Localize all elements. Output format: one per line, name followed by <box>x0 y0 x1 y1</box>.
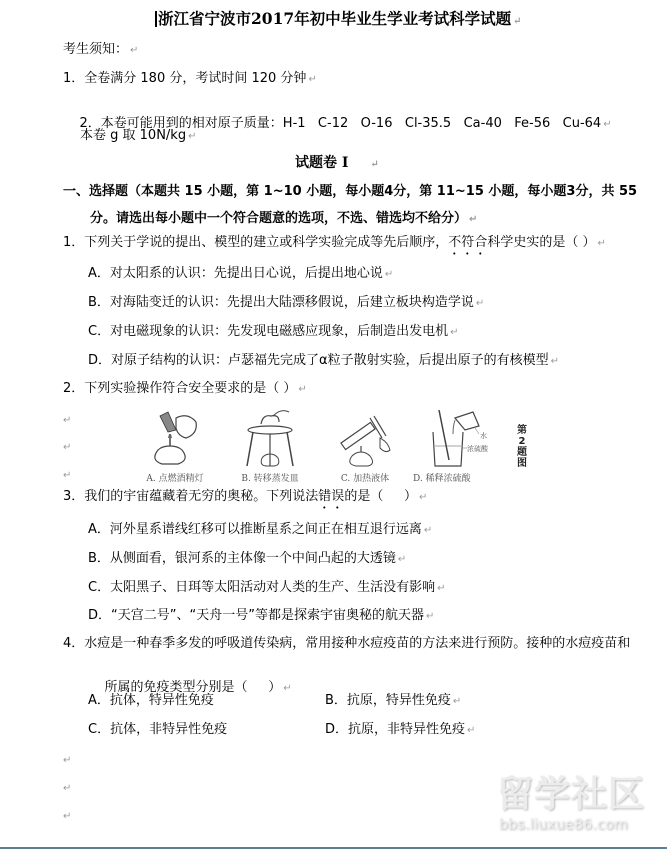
paragraph-mark-icon: ↵ <box>63 755 72 766</box>
option-text: A．对太阳系的认识：先提出日心说，后提出地心说 <box>88 266 383 281</box>
figure-b <box>225 408 315 484</box>
question-1-option-a <box>88 266 393 283</box>
section-heading <box>63 184 637 200</box>
figure-a <box>130 408 220 484</box>
emphasis-text: 不符合 <box>448 235 488 250</box>
figure-label: 第2题图 <box>517 425 527 469</box>
question-3-option-b <box>88 551 406 568</box>
watermark-logo-text: 留学社区 <box>497 774 646 815</box>
paragraph-mark-icon: ↵ <box>63 415 72 426</box>
stem-text: 下列关于学说的提出、模型的建立或科学实验完成等先后顺序， <box>84 235 449 250</box>
question-4-option-b <box>325 693 461 710</box>
stem-text: 下列实验操作符合安全要求的是（ ） <box>84 381 297 396</box>
figure-c <box>320 408 410 484</box>
option-text: D．对原子结构的认识：卢瑟福先完成了α粒子散射实验，后提出原子的有核模型 <box>88 353 549 368</box>
section-heading-cont <box>90 211 477 228</box>
option-text: C．太阳黑子、日珥等太阳活动对人类的生产、生活没有影响 <box>88 580 436 595</box>
option-text: C．对电磁现象的认识：先发现电磁感应现象，后制造出发电机 <box>88 324 449 339</box>
option-text: B．抗原，特异性免疫 <box>325 693 451 708</box>
stem-text: 的是（ ） <box>344 489 417 504</box>
paragraph-mark-icon: ↵ <box>397 554 407 565</box>
question-4-option-a <box>88 693 214 709</box>
question-1-option-d <box>88 353 559 370</box>
paragraph-mark-icon: ↵ <box>63 442 72 453</box>
stem-text: 水痘是一种春季多发的呼吸道传染病，常用接种水痘疫苗的方法来进行预防。接种的水痘疫苗和 <box>84 636 631 651</box>
document-title-line <box>155 11 522 30</box>
stem-text: 我们的宇宙蕴藏着无穷的奥秘。下列说法 <box>84 489 319 504</box>
paragraph-mark-icon: ↵ <box>63 470 72 481</box>
beaker-dilution-icon <box>425 408 505 468</box>
paragraph-mark-icon: ↵ <box>467 725 476 736</box>
paragraph-mark-icon: ↵ <box>603 119 612 130</box>
figure-caption: B. 转移蒸发皿 <box>241 474 299 484</box>
water-label: 水 <box>480 432 487 440</box>
notice-text: 本卷 g 取 10N/kg <box>80 128 187 143</box>
emphasis-text: 错误 <box>318 489 345 504</box>
paragraph-mark-icon: ↵ <box>597 238 606 249</box>
alcohol-lamp-icon <box>140 408 210 468</box>
test-tube-heating-icon <box>330 408 400 468</box>
paragraph-mark-icon: ↵ <box>384 269 394 280</box>
acid-label: 浓硫酸 <box>467 445 488 453</box>
paragraph-mark-icon: ↵ <box>63 811 72 822</box>
option-text: D．抗原，非特异性免疫 <box>325 722 466 737</box>
paragraph-mark-icon: ↵ <box>283 683 292 694</box>
paragraph-mark-icon: ↵ <box>513 16 522 27</box>
paper-heading-line <box>295 155 379 173</box>
paragraph-mark-icon: ↵ <box>469 214 478 225</box>
option-text: D．“天宫二号”、“天舟一号”等都是探索宇宙奥秘的航天器 <box>88 608 424 623</box>
figure-d <box>415 408 515 484</box>
question-4-option-d <box>325 722 475 739</box>
question-3-option-a <box>88 522 432 539</box>
paragraph-mark-icon: ↵ <box>550 356 559 367</box>
notice-heading: 考生须知： <box>63 42 129 57</box>
paragraph-mark-icon: ↵ <box>437 583 446 594</box>
watermark-url: bbs.liuxue86.com <box>499 817 628 833</box>
notice-item <box>63 71 317 88</box>
notice-text: 1．全卷满分 180 分，考试时间 120 分钟 <box>63 71 307 86</box>
stem-text: 所属的免疫类型分别是（ ） <box>104 680 282 695</box>
paragraph-mark-icon: ↵ <box>450 327 459 338</box>
question-number: 1． <box>63 235 85 250</box>
question-4-option-c <box>88 722 227 738</box>
option-text: C．抗体，非特异性免疫 <box>88 722 228 737</box>
option-text: B．对海陆变迁的认识：先提出大陆漂移假说，后建立板块构造学说 <box>88 295 474 310</box>
document-title: 浙江省宁波市2017年初中毕业生学业考试科学试题 <box>158 9 512 28</box>
evaporating-dish-icon <box>235 408 305 468</box>
paragraph-mark-icon: ↵ <box>423 525 433 536</box>
paragraph-mark-icon: ↵ <box>308 74 317 85</box>
paragraph-mark-icon: ↵ <box>475 298 485 309</box>
watermark-logo <box>497 775 661 835</box>
notice-text: 2．本卷可能用到的相对原子质量：H-1 C-12 O-16 Cl-35.5 Ca-40 Fe-56 Cu-64 <box>79 116 602 131</box>
paragraph-mark-icon: ↵ <box>425 611 435 622</box>
question-1-option-b <box>88 295 484 312</box>
paragraph-mark-icon: ↵ <box>63 783 72 794</box>
question-4-stem <box>63 636 630 652</box>
paper-heading: 试题卷 I <box>295 155 349 171</box>
question-number: 4． <box>63 636 85 651</box>
paragraph-mark-icon: ↵ <box>370 159 379 170</box>
option-text: A．河外星系谱线红移可以推断星系之间正在相互退行远离 <box>88 522 422 537</box>
figure-caption: C. 加热液体 <box>340 474 390 484</box>
paragraph-mark-icon: ↵ <box>188 131 197 142</box>
section-heading-line1: 一、选择题（本题共 15 小题，第 1~10 小题，每小题4分，第 11~15 小题，每小题3分，共 55 <box>63 184 638 199</box>
question-1-stem <box>63 235 606 258</box>
notice-heading-line <box>63 42 138 59</box>
section-heading-line2: 分。请选出每小题中一个符合题意的选项，不选、错选均不给分） <box>90 211 468 226</box>
question-number: 2． <box>63 381 85 396</box>
notice-item <box>80 128 196 145</box>
text-cursor <box>155 11 157 27</box>
question-3-option-d <box>88 608 434 625</box>
question-2-stem <box>63 381 307 398</box>
figure-caption: A. 点燃酒精灯 <box>146 474 204 484</box>
question-3-option-c <box>88 580 445 597</box>
question-3-stem <box>63 489 427 512</box>
figure-caption: D. 稀释浓硫酸 <box>413 474 471 484</box>
paragraph-mark-icon: ↵ <box>452 696 462 707</box>
paragraph-mark-icon: ↵ <box>418 492 428 503</box>
paragraph-mark-icon: ↵ <box>298 384 307 395</box>
question-2-figure <box>140 408 560 484</box>
option-text: A．抗体，特异性免疫 <box>88 693 214 708</box>
question-number: 3． <box>63 489 85 504</box>
question-1-option-c <box>88 324 458 341</box>
option-text: B．从侧面看，银河系的主体像一个中间凸起的大透镜 <box>88 551 396 566</box>
stem-text: 科学史实的是（ ） <box>487 235 596 250</box>
paragraph-mark-icon: ↵ <box>130 45 139 56</box>
